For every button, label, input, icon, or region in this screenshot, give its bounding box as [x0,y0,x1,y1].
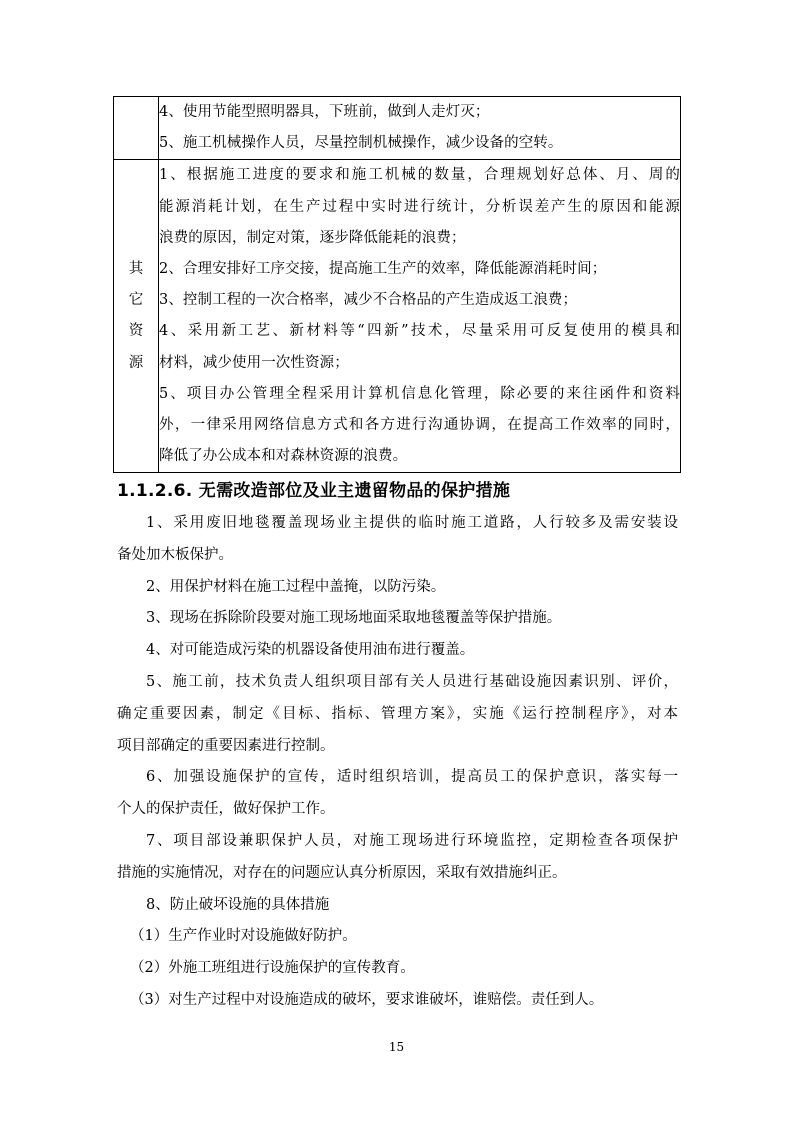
paragraph: 1、采用废旧地毯覆盖现场业主提供的临时施工道路，人行较多及需安装设 备处加木板保护。 [117,515,678,563]
paragraph: 2、用保护材料在施工过程中盖掩，以防污染。 [146,578,446,595]
section-heading [117,476,510,501]
page-number: 15 [388,1040,405,1054]
table-line: 5、项目办公管理全程采用计算机信息化管理，除必要的来往函件和资料 [159,385,680,402]
category-char: 其 [128,261,144,277]
paragraph: 8、防止破坏设施的具体措施 [146,896,330,913]
section-number: 1.1.2.6. [117,481,193,501]
table-line: 2、合理安排好工序交接，提高施工生产的效率，降低能源消耗时间； [159,261,607,278]
category-char: 资 [128,323,144,340]
table-line: 4、使用节能型照明器具，下班前，做到人走灯灭； [159,104,490,120]
table-line: 材料，减少使用一次性资源； [159,354,349,371]
paragraph: 6、加强设施保护的宣传，适时组织培训，提高员工的保护意识，落实每一 个人的保护责任，做好保护工作。 [117,769,678,818]
table-line: 能源消耗计划，在生产过程中实时进行统计，分析误差产生的原因和能源 [159,198,680,215]
category-char: 它 [128,292,144,309]
table-line: 5、施工机械操作人员，尽量控制机械操作，减少设备的空转。 [159,135,563,152]
paragraph: 4、对可能造成污染的机器设备使用油布进行覆盖。 [146,642,475,659]
table-line: 降低了办公成本和对森林资源的浪费。 [159,448,408,465]
resource-measures-table [113,96,681,473]
paragraph: 3、现场在拆除阶段要对施工现场地面采取地毯覆盖等保护措施。 [146,610,562,627]
paragraph: 7、项目部设兼职保护人员，对施工现场进行环境监控，定期检查各项保护 措施的实施情况，对存在的问题应认真分析原因，采取有效措施纠正。 [117,832,678,881]
table-line: 3、控制工程的一次合格率，减少不合格品的产生造成返工浪费； [159,292,578,309]
category-cell [114,97,159,160]
category-cell [114,160,159,473]
table-row [114,97,681,160]
table-line: 浪费的原因，制定对策，逐步降低能耗的浪费； [159,229,466,246]
content-cell [159,160,681,473]
table-row [114,160,681,473]
sub-item: （1）生产作业时对设施做好防护。 [130,928,357,945]
content-cell [159,97,681,160]
table-line: 外，一律采用网络信息方式和各方进行沟通协调，在提高工作效率的同时， [159,417,680,434]
sub-item: （3）对生产过程中对设施造成的破坏，要求谁破坏，谁赔偿。责任到人。 [130,991,604,1008]
paragraph: 5、施工前，技术负责人组织项目部有关人员进行基础设施因素识别、评价， 确定重要因素，制定《目标、指标、管理方案》，实施《运行控制程序》，对本 项目部确定的重要因素进行控制。 [117,673,678,754]
section-title: 无需改造部位及业主遗留物品的保护措施 [198,481,511,501]
section-body [117,508,678,1017]
table-line: 1、根据施工进度的要求和施工机械的数量，合理规划好总体、月、周的 [159,167,680,184]
sub-item: （2）外施工班组进行设施保护的宣传教育。 [130,960,415,977]
table-line: 4、采用新工艺、新材料等“四新”技术，尽量采用可反复使用的模具和 [159,323,680,340]
category-char: 源 [128,354,144,371]
